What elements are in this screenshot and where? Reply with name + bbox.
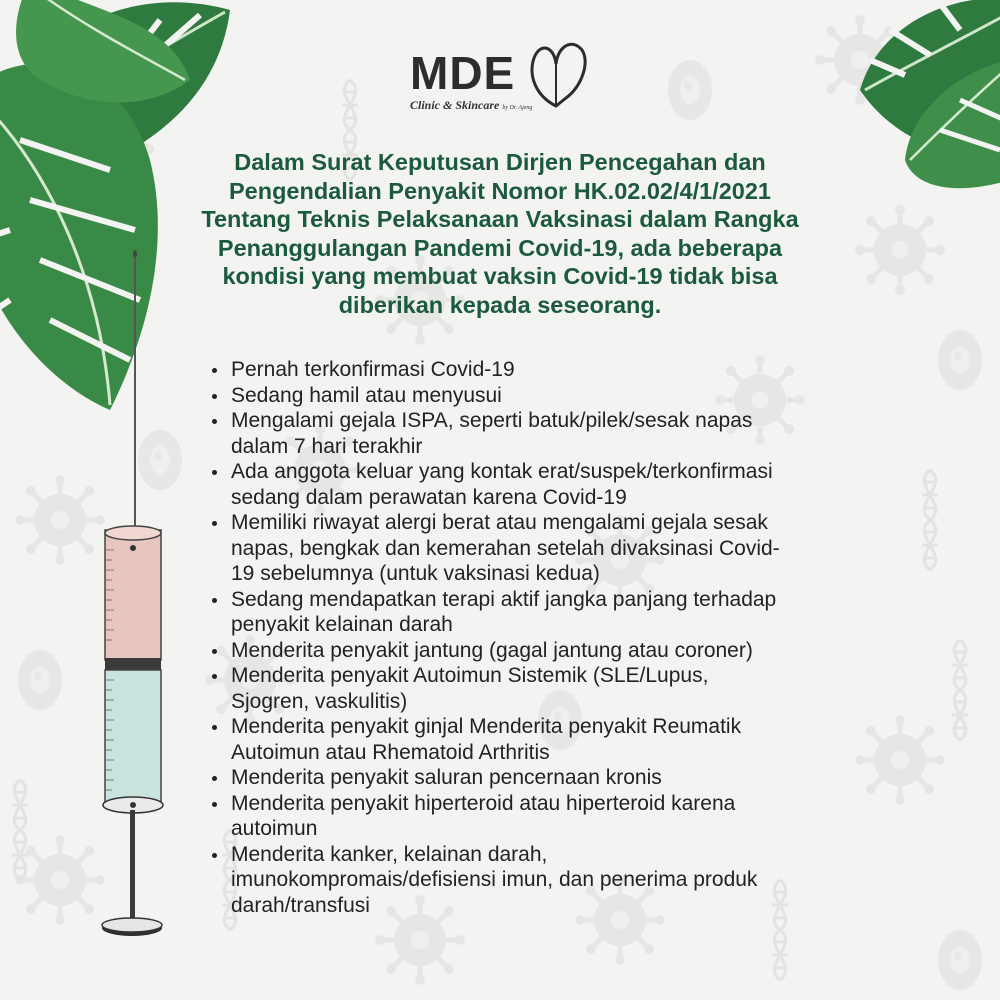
list-item [208, 638, 908, 664]
dna-icon [922, 470, 938, 570]
list-item-line: Menderita penyakit saluran pencernaan kronis [231, 766, 662, 789]
list-item [208, 357, 908, 383]
title-line: Pengendalian Penyakit Nomor HK.02.02/4/1/2021 [228, 177, 772, 204]
list-item-line: Sedang hamil atau menyusui [231, 383, 502, 407]
brand-logo [408, 36, 598, 116]
list-item [208, 791, 908, 842]
list-item-line: Menderita penyakit Autoimun Sistemik (SLE/Lupus, [231, 664, 709, 687]
microbe-icon [938, 330, 982, 390]
list-item-line: Menderita penyakit jantung (gagal jantung atau coroner) [231, 638, 753, 662]
list-item [208, 459, 908, 510]
title-line: Penanggulangan Pandemi Covid-19, ada beberapa [217, 234, 783, 261]
title-line: Tentang Teknis Pelaksanaan Vaksinasi dalam Rangka [201, 206, 799, 232]
list-item [208, 663, 908, 714]
list-item-line: Menderita penyakit hiperteroid atau hiperteroid karena [231, 791, 736, 815]
dna-icon [12, 780, 28, 880]
list-item-line: Memiliki riwayat alergi berat atau mengalami gejala sesak [231, 511, 768, 534]
brand-subtitle [410, 98, 532, 113]
microbe-icon [938, 930, 982, 990]
conditions-list [208, 357, 908, 918]
title-line: diberikan kepada seseorang. [338, 291, 662, 318]
list-item-line: Ada anggota keluar yang kontak erat/suspek/terkonfirmasi [231, 460, 773, 483]
list-item-line: sedang dalam perawatan karena Covid-19 [231, 485, 627, 509]
title-line: kondisi yang membuat vaksin Covid-19 tidak bisa [222, 263, 778, 289]
syringe-icon [88, 250, 198, 960]
list-item-line: napas, bengkak dan kemerahan setelah divaksinasi Covid- [231, 536, 780, 560]
list-item-line: Pernah terkonfirmasi Covid-19 [231, 358, 515, 381]
page-title [120, 148, 880, 319]
list-item-line: imunokompromais/defisiensi imun, dan penerima produk [231, 868, 758, 891]
title-line: Dalam Surat Keputusan Dirjen Pencegahan dan [234, 149, 766, 175]
brand-subtitle-text: Clinic & Skincare [410, 98, 500, 112]
list-item-line: dalam 7 hari terakhir [231, 434, 423, 458]
butterfly-icon [526, 36, 590, 110]
list-item [208, 408, 908, 459]
list-item [208, 842, 908, 919]
list-item-line: Autoimun atau Rhematoid Arthritis [231, 740, 550, 764]
brand-name: MDE [410, 47, 516, 99]
list-item-line: Menderita penyakit ginjal Menderita penyakit Reumatik [231, 715, 742, 738]
microbe-icon [668, 60, 712, 120]
list-item [208, 587, 908, 638]
list-item-line: Sjogren, vaskulitis) [231, 689, 408, 713]
list-item-line: Sedang mendapatkan terapi aktif jangka panjang terhadap [231, 587, 777, 611]
list-item-line: darah/transfusi [231, 893, 370, 917]
list-item [208, 765, 908, 791]
microbe-icon [18, 650, 62, 710]
list-item [208, 714, 908, 765]
list-item-line: penyakit kelainan darah [231, 613, 453, 636]
list-item-line: 19 sebelumnya (untuk vaksinasi kedua) [231, 562, 600, 585]
dna-icon [952, 640, 968, 740]
list-item-line: autoimun [231, 817, 318, 840]
brand-byline: by Dr. Ajeng [502, 105, 533, 111]
list-item-line: Mengalami gejala ISPA, seperti batuk/pilek/sesak napas [231, 409, 753, 432]
list-item [208, 510, 908, 587]
list-item-line: Menderita kanker, kelainan darah, [231, 842, 548, 866]
list-item [208, 383, 908, 409]
